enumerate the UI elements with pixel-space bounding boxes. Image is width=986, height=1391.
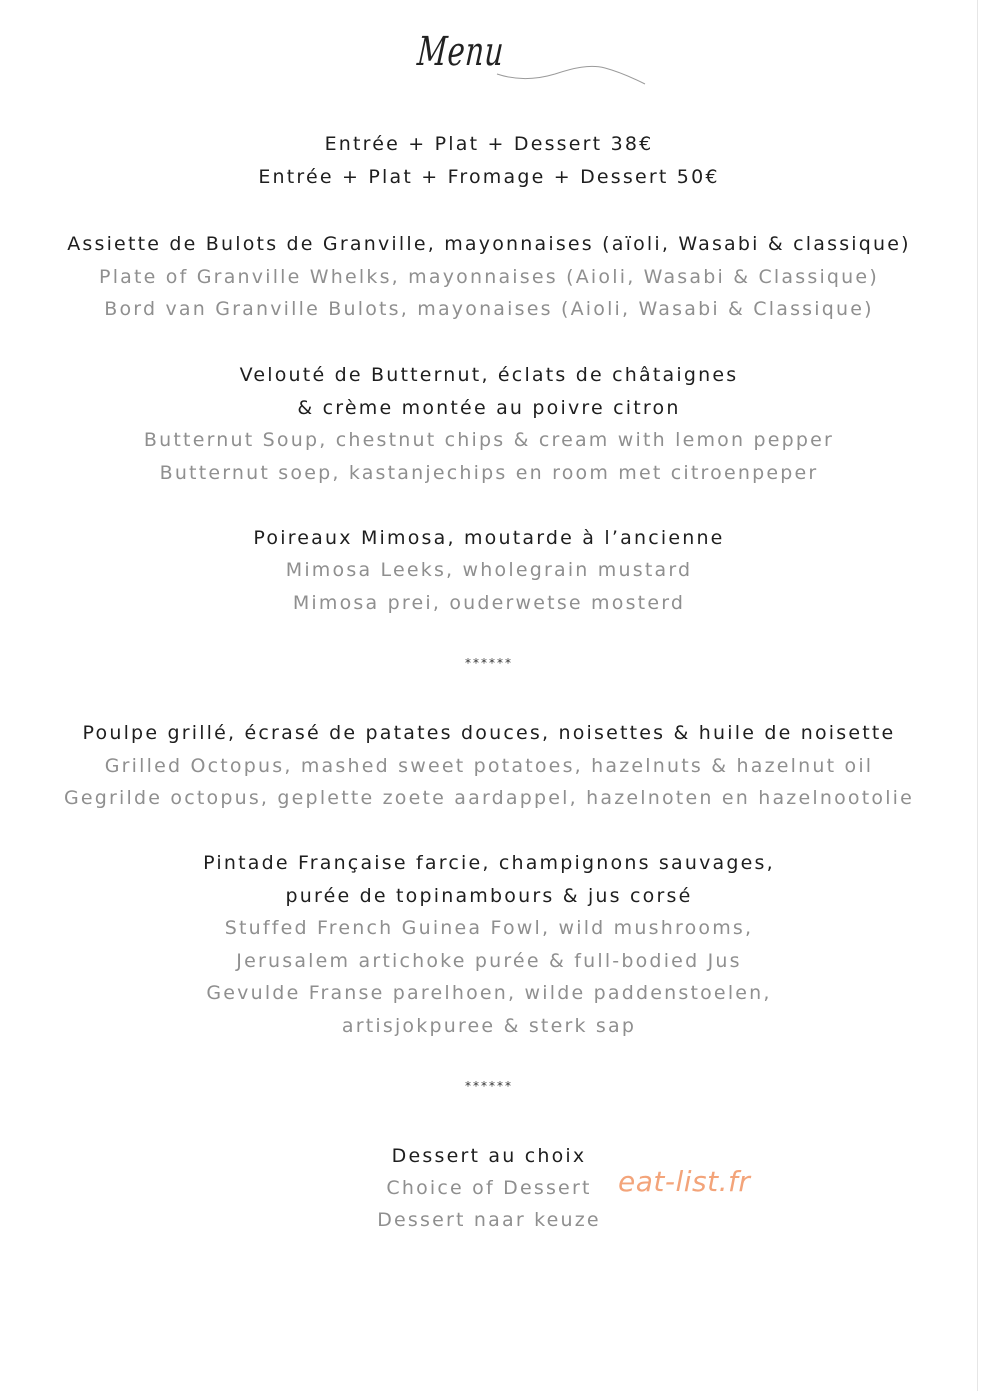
watermark-logo: eat-list.fr <box>618 1165 751 1198</box>
dish-bulots-en: Plate of Granville Whelks, mayonnaises (Aioli, Wasabi & Classique) <box>99 266 879 288</box>
dish-poireaux-nl: Mimosa prei, ouderwetse mosterd <box>292 592 686 614</box>
dish-veloute-nl: Butternut soep, kastanjechips en room met citroenpeper <box>159 462 819 484</box>
dish-pintade-en-1: Stuffed French Guinea Fowl, wild mushrooms, <box>224 917 754 939</box>
dessert-fr: Dessert au choix <box>391 1145 587 1167</box>
dish-poulpe-nl: Gegrilde octopus, geplette zoete aardappel, hazelnoten en hazelnootolie <box>63 787 915 809</box>
dish-bulots-fr: Assiette de Bulots de Granville, mayonnaises (aïoli, Wasabi & classique) <box>67 233 911 255</box>
dessert-nl: Dessert naar keuze <box>377 1209 601 1231</box>
dish-poireaux-en: Mimosa Leeks, wholegrain mustard <box>285 559 693 581</box>
dish-pintade-fr-2: purée de topinambours & jus corsé <box>285 885 693 907</box>
price-line-2: Entrée + Plat + Fromage + Dessert 50€ <box>258 166 720 188</box>
dish-veloute-fr-2: & crème montée au poivre citron <box>297 397 681 419</box>
menu-title <box>405 18 665 108</box>
dish-pintade-nl-2: artisjokpuree & sterk sap <box>341 1015 637 1037</box>
dish-bulots-nl: Bord van Granville Bulots, mayonaises (Aioli, Wasabi & Classique) <box>104 298 874 320</box>
dish-veloute-fr-1: Velouté de Butternut, éclats de châtaignes <box>239 364 739 386</box>
section-separator-2: ****** <box>465 1079 513 1093</box>
dessert-en: Choice of Dessert <box>386 1177 592 1199</box>
dish-pintade-fr-1: Pintade Française farcie, champignons sauvages, <box>203 852 775 874</box>
menu-title-text: Menu <box>415 29 506 75</box>
section-separator-1: ****** <box>465 656 513 670</box>
dish-poireaux-fr: Poireaux Mimosa, moutarde à l’ancienne <box>253 527 725 549</box>
dish-poulpe-en: Grilled Octopus, mashed sweet potatoes, hazelnuts & hazelnut oil <box>104 755 874 777</box>
price-line-1: Entrée + Plat + Dessert 38€ <box>324 133 654 155</box>
dish-pintade-en-2: Jerusalem artichoke purée & full-bodied Jus <box>236 950 742 972</box>
dish-veloute-en: Butternut Soup, chestnut chips & cream with lemon pepper <box>143 429 835 451</box>
dish-pintade-nl-1: Gevulde Franse parelhoen, wilde paddenstoelen, <box>206 982 772 1004</box>
dish-poulpe-fr: Poulpe grillé, écrasé de patates douces, noisettes & huile de noisette <box>82 722 896 744</box>
